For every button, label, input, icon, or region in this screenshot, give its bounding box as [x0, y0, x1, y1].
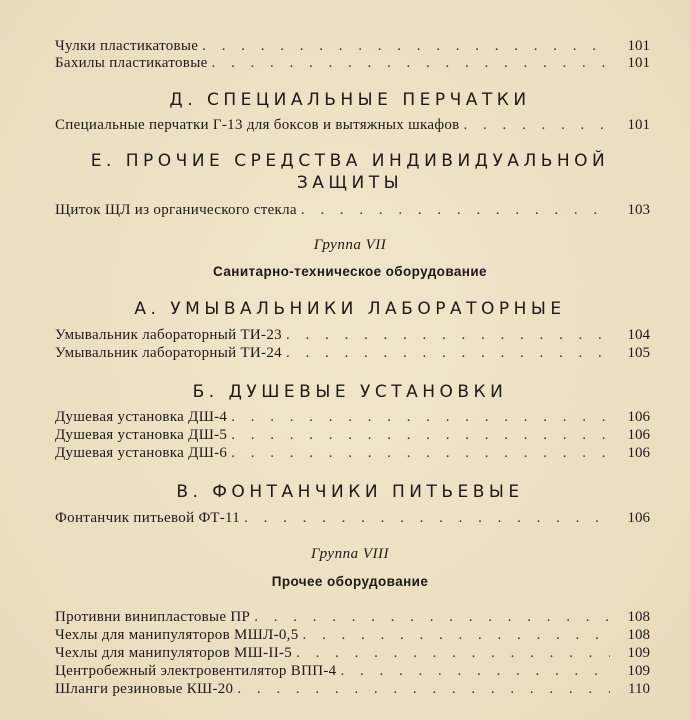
entry-text: Чехлы для манипуляторов МШ-II-5: [55, 645, 293, 661]
entry-text: Специальные перчатки Г-13 для боксов и вытяжных шкафов: [55, 117, 460, 133]
toc-entry: [55, 345, 650, 362]
toc-entry: [55, 327, 650, 344]
dot-leader: [303, 627, 610, 644]
dot-leader: [212, 55, 610, 72]
dot-leader: [231, 427, 610, 444]
entry-text: Душевая установка ДШ-6: [55, 445, 228, 461]
entry-page: 101: [627, 38, 650, 54]
toc-entry: [55, 510, 650, 527]
entry-text: Душевая установка ДШ-5: [55, 427, 228, 443]
toc-entry: [55, 627, 650, 644]
entry-text: Умывальник лабораторный ТИ-24: [55, 345, 282, 361]
entry-page: 108: [627, 627, 650, 643]
dot-leader: [244, 510, 610, 527]
toc-entry: [55, 117, 650, 134]
entry-page: 101: [627, 55, 650, 71]
entry-text: Чехлы для манипуляторов МШЛ-0,5: [55, 627, 299, 643]
section-heading: Е. ПРОЧИЕ СРЕДСТВА ИНДИВИДУАЛЬНОЙ: [90, 151, 610, 171]
entry-page: 104: [627, 327, 650, 343]
toc-entry: [55, 681, 650, 698]
entry-text: Фонтанчик питьевой ФТ-11: [55, 510, 241, 526]
toc-entry: [55, 645, 650, 662]
entry-page: 106: [627, 510, 650, 526]
section-heading: А. УМЫВАЛЬНИКИ ЛАБОРАТОРНЫЕ: [134, 299, 566, 319]
entry-page: 106: [627, 409, 650, 425]
group-label: Группа VIII: [311, 546, 389, 562]
dot-leader: [237, 681, 610, 698]
entry-text: Душевая установка ДШ-4: [55, 409, 228, 425]
group-title: Прочее оборудование: [271, 574, 429, 589]
toc-entry: [55, 38, 650, 55]
entry-page: 109: [627, 645, 650, 661]
entry-text: Щиток ЩЛ из органического стекла: [55, 202, 297, 218]
toc-entry: [55, 663, 650, 680]
entry-text: Умывальник лабораторный ТИ-23: [55, 327, 282, 343]
section-heading-continued: ЗАЩИТЫ: [296, 173, 404, 193]
toc-entry: [55, 609, 650, 626]
entry-page: 110: [628, 681, 650, 697]
dot-leader: [464, 117, 610, 134]
dot-leader: [231, 409, 610, 426]
entry-text: Противни винипластовые ПР: [55, 609, 251, 625]
entry-text: Чулки пластикатовые: [55, 38, 199, 54]
dot-leader: [301, 202, 610, 219]
entry-page: 106: [627, 427, 650, 443]
entry-text: Бахилы пластикатовые: [55, 55, 208, 71]
toc-entry: [55, 202, 650, 219]
entry-page: 108: [627, 609, 650, 625]
entry-page: 103: [627, 202, 650, 218]
entry-page: 106: [627, 445, 650, 461]
section-heading: В. ФОНТАНЧИКИ ПИТЬЕВЫЕ: [176, 482, 524, 502]
section-heading: Д. СПЕЦИАЛЬНЫЕ ПЕРЧАТКИ: [169, 90, 531, 110]
entry-text: Центробежный электровентилятор ВПП-4: [55, 663, 337, 679]
dot-leader: [202, 38, 610, 55]
toc-entry: [55, 409, 650, 426]
dot-leader: [296, 645, 610, 662]
dot-leader: [286, 327, 610, 344]
toc-entry: [55, 55, 650, 72]
toc-entry: [55, 445, 650, 462]
section-heading: Б. ДУШЕВЫЕ УСТАНОВКИ: [192, 382, 508, 402]
group-label: Группа VII: [313, 237, 387, 253]
entry-page: 105: [627, 345, 650, 361]
entry-page: 101: [627, 117, 650, 133]
entry-text: Шланги резиновые КШ-20: [55, 681, 234, 697]
group-title: Санитарно-техническое оборудование: [213, 264, 487, 279]
entry-page: 109: [627, 663, 650, 679]
dot-leader: [254, 609, 610, 626]
dot-leader: [340, 663, 610, 680]
dot-leader: [231, 445, 610, 462]
toc-entry: [55, 427, 650, 444]
dot-leader: [286, 345, 610, 362]
